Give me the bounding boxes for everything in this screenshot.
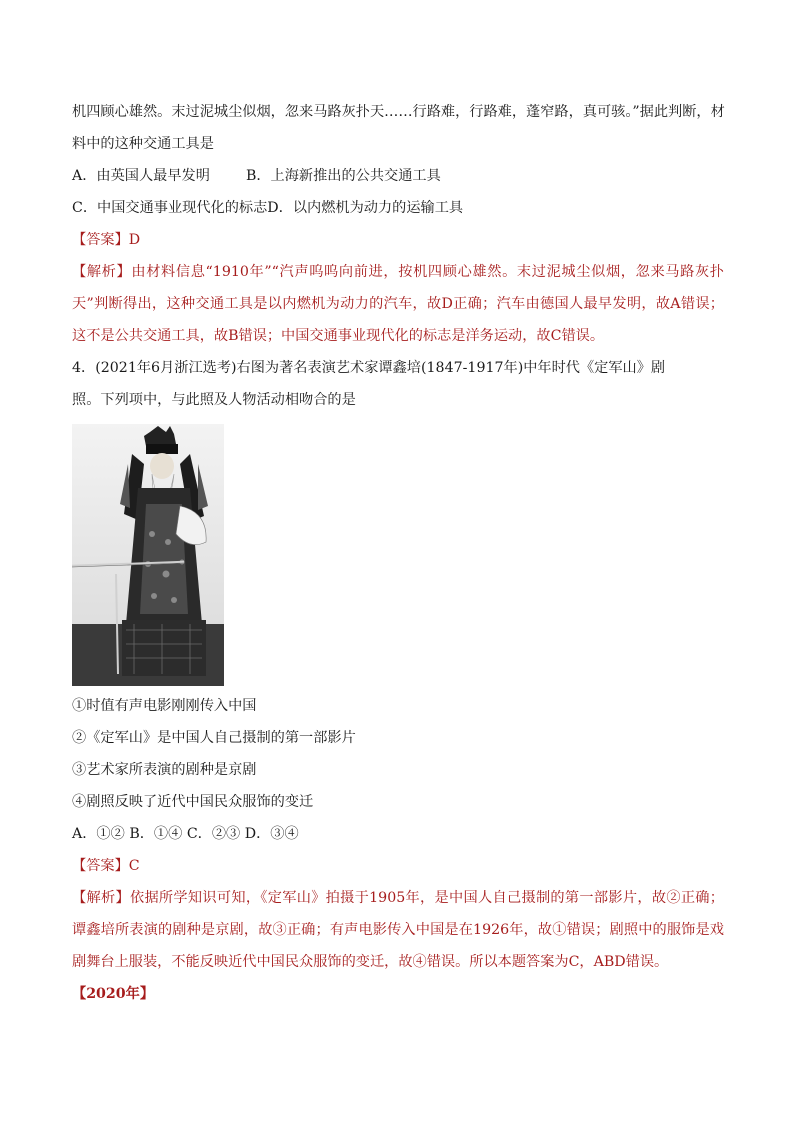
q3-option-b: B．上海新推出的公共交通工具 [245,168,441,184]
q4-statement-4: ④剧照反映了近代中国民众服饰的变迁 [72,794,314,810]
q3-analysis-text: 由材料信息“1910年”“汽声呜呜向前进，按机四顾心雄然。末过泥城尘似烟，忽来马路灰扑天”判断得出，这种交通工具是以内燃机为动力的汽车，故D正确；汽车由德国人最早发明，故A错误；这不是公共交通工具，故B错误；中国交通事业现代化的标志是洋务运动，故C错误。 [72,264,724,344]
q3-analysis [72,256,724,352]
section-heading-2020: 【2020年】 [72,986,155,1002]
q4-analysis [72,882,724,978]
q3-answer [72,224,724,256]
q4-answer-label: 【答案】 [72,858,129,874]
q3-option-a: A．由英国人最早发明 [72,168,210,184]
q4-stem-line-1: 4．(2021年6月浙江选考)右图为著名表演艺术家谭鑫培(1847-1917年)中年时代《定军山》剧 [72,360,666,376]
q3-option-c: C．中国交通事业现代化的标志 [72,200,268,216]
q3-options-row-1 [72,160,724,192]
document-page [72,96,724,1010]
q4-stem-line-2: 照。下列项中，与此照及人物活动相吻合的是 [72,392,356,408]
q3-answer-label: 【答案】 [72,232,129,248]
q3-material-line-1: 机四顾心雄然。末过泥城尘似烟，忽来马路灰扑天……行路难，行路难，蓬窄路，真可骇。”据此判断，材 [72,104,725,120]
q4-statement-1: ①时值有声电影刚刚传入中国 [72,698,257,714]
q4-statement-3: ③艺术家所表演的剧种是京剧 [72,762,257,778]
q4-analysis-text: 依据所学知识可知，《定军山》拍摄于1905年，是中国人自己摄制的第一部影片，故②正确；谭鑫培所表演的剧种是京剧，故③正确；有声电影传入中国是在1926年，故①错误；剧照中的服饰是戏剧舞台上服装，不能反映近代中国民众服饰的变迁，故④错误。所以本题答案为C，ABD错误。 [72,890,724,970]
q3-analysis-label: 【解析】 [72,264,132,280]
q4-statement-2: ②《定军山》是中国人自己摄制的第一部影片 [72,730,356,746]
q3-option-d: D．以内燃机为动力的运输工具 [267,200,464,216]
q4-analysis-label: 【解析】 [72,890,130,906]
q3-material-line-2: 料中的这种交通工具是 [72,136,214,152]
opera-actor-photo [72,424,224,686]
q3-options-row-2 [72,192,724,224]
q4-options: A．①② B．①④ C．②③ D．③④ [72,826,299,842]
q3-answer-value: D [128,232,141,248]
q4-answer-value: C [128,858,140,874]
q4-answer [72,850,724,882]
